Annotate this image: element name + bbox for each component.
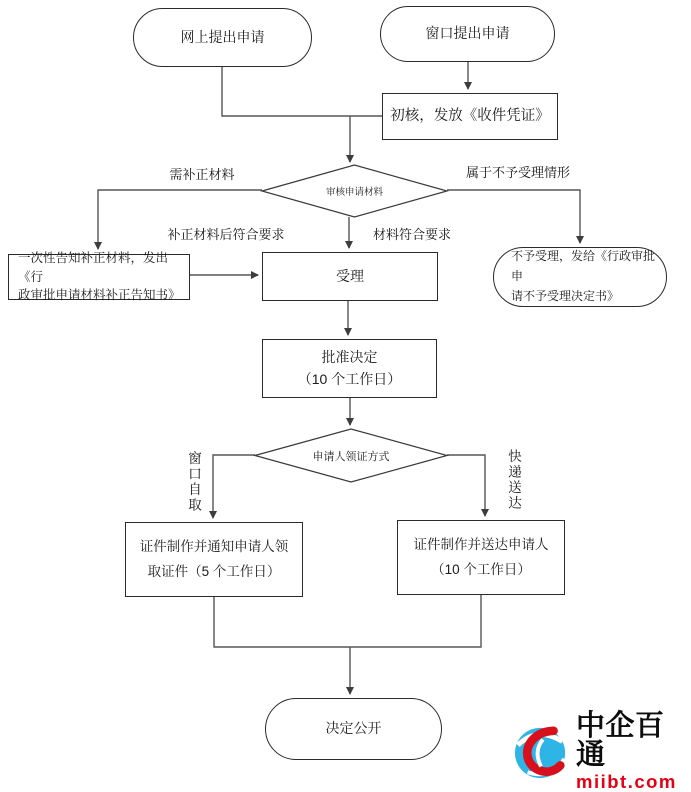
node-start-online-label: 网上提出申请 xyxy=(180,28,265,45)
node-reject-notice-line2: 请不予受理决定书》 xyxy=(511,288,620,303)
node-pickup-line2: 取证件（5 个工作日） xyxy=(147,563,281,579)
node-accept-label: 受理 xyxy=(336,267,364,284)
node-start-window xyxy=(380,6,555,62)
node-approve xyxy=(262,339,437,398)
edge-label-not-acceptable: 属于不予受理情形 xyxy=(465,165,570,180)
node-supplement-notice xyxy=(8,250,190,303)
node-pickup-line1: 证件制作并通知申请人领 xyxy=(139,539,289,555)
brand-text xyxy=(576,712,691,792)
edge-label-after-supplement: 补正材料后符合要求 xyxy=(167,227,285,242)
edge-label-need-supplement: 需补正材料 xyxy=(169,167,235,182)
node-supplement-notice-line1: 一次性告知补正材料，发出《行 xyxy=(18,250,169,284)
node-supplement-notice-line2: 政审批申请材料补正告知书》 xyxy=(18,288,181,303)
node-review-decision-label: 审核申请材料 xyxy=(325,187,383,198)
node-start-online xyxy=(133,8,312,67)
node-approve-line2: （10 个工作日） xyxy=(297,370,402,387)
connector-online-to-junction xyxy=(222,67,382,116)
node-initial-check xyxy=(382,93,558,140)
node-accept xyxy=(262,252,438,301)
connector-decision-to-delivery-arrow xyxy=(447,455,485,516)
edge-label-materials-ok: 材料符合要求 xyxy=(372,227,451,242)
node-approve-line1: 批准决定 xyxy=(321,348,378,365)
node-reject-notice xyxy=(493,247,667,307)
brand-company-name: 中企百通 xyxy=(576,710,665,771)
node-start-window-label: 窗口提出申请 xyxy=(425,25,510,42)
miibt-logo-icon xyxy=(514,722,568,782)
node-reject-notice-line1: 不予受理，发给《行政审批申 xyxy=(511,249,656,284)
connector-review-to-reject-arrow xyxy=(447,190,580,243)
node-delivery-decision xyxy=(255,429,447,482)
node-delivery xyxy=(397,520,565,595)
site-watermark xyxy=(514,712,691,792)
connector-merge-line xyxy=(214,595,481,647)
node-publish xyxy=(265,698,442,760)
node-delivery-decision-label: 申请人领证方式 xyxy=(312,450,390,463)
connector-decision-to-pickup-arrow xyxy=(213,455,255,518)
node-pickup xyxy=(125,522,303,597)
brand-website: miibt.com xyxy=(576,771,677,792)
node-publish-label: 决定公开 xyxy=(325,720,382,737)
node-review-decision xyxy=(262,165,447,217)
edge-label-express-delivery: 快递送达 xyxy=(506,449,521,511)
node-delivery-line1: 证件制作并送达申请人 xyxy=(413,537,549,553)
node-delivery-line2: （10 个工作日） xyxy=(431,561,531,577)
node-initial-check-label: 初核，发放《收件凭证》 xyxy=(390,108,550,125)
edge-label-window-pickup: 窗口自取 xyxy=(186,451,201,513)
